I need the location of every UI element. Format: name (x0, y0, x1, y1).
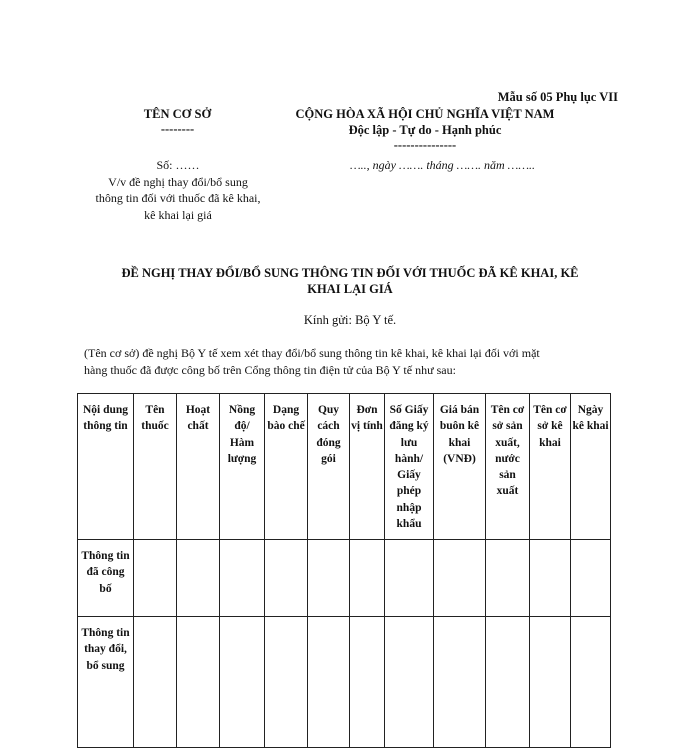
table-cell[interactable] (220, 617, 265, 748)
header-cell: Tên thuốc (134, 394, 177, 540)
table-cell[interactable] (385, 540, 434, 617)
header-cell: Quy cách đóng gói (308, 394, 350, 540)
header-cell: Ngày kê khai (571, 394, 611, 540)
table-header-row (78, 394, 611, 540)
date-line: ….., ngày ……. tháng ……. năm …….. (349, 158, 535, 172)
table-cell[interactable] (308, 617, 350, 748)
header-cell: Nồng độ/ Hàm lượng (220, 394, 265, 540)
table-cell[interactable] (350, 617, 385, 748)
title-line: KHAI LẠI GIÁ (307, 282, 393, 296)
header-cell: Hoạt chất (177, 394, 220, 540)
org-block (110, 107, 245, 136)
document-title (80, 265, 620, 297)
table-row (78, 617, 611, 748)
intro-line: (Tên cơ sở) đề nghị Bộ Y tế xem xét thay đổi/bổ sung thông tin kê khai, kê khai lại đối với mặt (84, 346, 540, 360)
table-cell[interactable] (134, 617, 177, 748)
table-cell[interactable] (350, 540, 385, 617)
table-cell[interactable] (486, 617, 530, 748)
header-cell: Tên cơ sở sản xuất, nước sản xuất (486, 394, 530, 540)
org-divider: -------- (160, 122, 195, 136)
nation-motto: Độc lập - Tự do - Hạnh phúc (348, 123, 502, 137)
header-cell: Nội dung thông tin (78, 394, 134, 540)
table-cell[interactable] (434, 617, 486, 748)
intro-paragraph (84, 345, 620, 378)
table-cell[interactable] (385, 617, 434, 748)
table-cell[interactable] (530, 617, 571, 748)
recipient: Kính gửi: Bộ Y tế. (303, 313, 397, 327)
title-line: ĐỀ NGHỊ THAY ĐỔI/BỔ SUNG THÔNG TIN ĐỐI VỚI THUỐC ĐÃ KÊ KHAI, KÊ (121, 266, 579, 280)
intro-line: hàng thuốc đã được công bố trên Cổng thông tin điện tử của Bộ Y tế như sau: (84, 362, 456, 377)
org-name: TÊN CƠ SỞ (143, 107, 212, 121)
nation-block (285, 107, 565, 153)
table-cell[interactable] (177, 540, 220, 617)
header-cell: Dạng bào chế (265, 394, 308, 540)
table-cell[interactable] (265, 540, 308, 617)
table-cell[interactable] (177, 617, 220, 748)
drug-info-table (77, 393, 611, 748)
subject-line: kê khai lại giá (144, 207, 212, 222)
header-cell: Tên cơ sở kê khai (530, 394, 571, 540)
table-row (78, 540, 611, 617)
table-cell[interactable] (308, 540, 350, 617)
subject-block (78, 157, 278, 223)
table-cell[interactable] (265, 617, 308, 748)
form-code: Mẫu số 05 Phụ lục VII (497, 90, 618, 104)
table-cell[interactable] (134, 540, 177, 617)
header-cell: Số Giấy đăng ký lưu hành/ Giấy phép nhập khẩu (385, 394, 434, 540)
table-cell[interactable] (530, 540, 571, 617)
nation-name: CỘNG HÒA XÃ HỘI CHỦ NGHĨA VIỆT NAM (295, 107, 555, 121)
table-cell[interactable] (571, 540, 611, 617)
row-label: Thông tin thay đổi, bổ sung (78, 617, 134, 748)
table-cell[interactable] (434, 540, 486, 617)
header-cell: Giá bán buôn kê khai (VNĐ) (434, 394, 486, 540)
subject-line: V/v đề nghị thay đổi/bổ sung (108, 174, 248, 189)
table-cell[interactable] (486, 540, 530, 617)
table-cell[interactable] (220, 540, 265, 617)
row-label: Thông tin đã công bố (78, 540, 134, 617)
header-cell: Đơn vị tính (350, 394, 385, 540)
nation-divider: --------------- (393, 138, 457, 152)
table-cell[interactable] (571, 617, 611, 748)
subject-line: thông tin đối với thuốc đã kê khai, (95, 191, 261, 205)
doc-number: Số: …… (156, 158, 200, 172)
